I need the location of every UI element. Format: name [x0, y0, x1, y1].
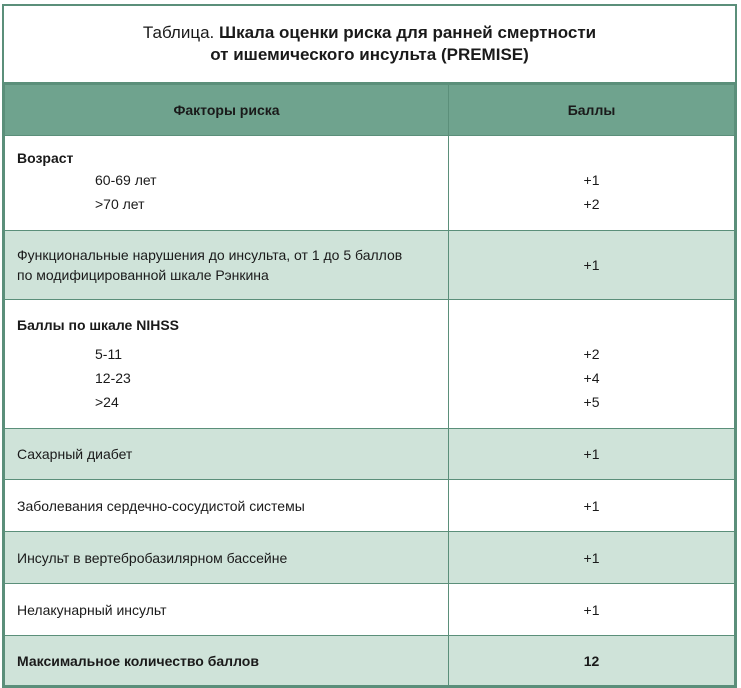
- diabetes-label: Сахарный диабет: [5, 429, 449, 480]
- diabetes-row: [5, 429, 735, 480]
- cardiovascular-label: Заболевания сердечно-сосудистой системы: [5, 480, 449, 532]
- risk-table: [4, 84, 735, 686]
- nonlacunar-points: +1: [449, 584, 735, 636]
- age-points-1: +1: [583, 172, 600, 188]
- nihss-points-cell: [449, 300, 735, 429]
- functional-line1: Функциональные нарушения до инсульта, от 1 до 5 баллов: [17, 247, 403, 263]
- functional-row: [5, 231, 735, 300]
- nonlacunar-row: [5, 584, 735, 636]
- table-caption: [4, 6, 735, 84]
- header-points: Баллы: [449, 85, 735, 136]
- nihss-item-1: 5-11: [95, 346, 122, 362]
- caption-title-line1: Шкала оценки риска для ранней смертности: [219, 23, 597, 42]
- nihss-row: [5, 300, 735, 429]
- vertebrobasilar-points: +1: [449, 532, 735, 584]
- header-row: [5, 85, 735, 136]
- nihss-factor-cell: [5, 300, 449, 429]
- vertebrobasilar-row: [5, 532, 735, 584]
- functional-points: +1: [449, 231, 735, 300]
- age-row: [5, 136, 735, 231]
- nonlacunar-label: Нелакунарный инсульт: [5, 584, 449, 636]
- nihss-points-1: +2: [583, 346, 600, 362]
- nihss-item-3: >24: [95, 394, 119, 410]
- premise-table-container: [2, 4, 737, 688]
- cardiovascular-row: [5, 480, 735, 532]
- total-label: Максимальное количество баллов: [5, 636, 449, 686]
- caption-prefix: Таблица.: [142, 23, 215, 42]
- functional-factor-cell: [5, 231, 449, 300]
- cardiovascular-points: +1: [449, 480, 735, 532]
- caption-title-line2: от ишемического инсульта (PREMISE): [210, 45, 529, 64]
- nihss-points-2: +4: [583, 370, 600, 386]
- age-label: Возраст: [17, 150, 74, 166]
- nihss-label: Баллы по шкале NIHSS: [17, 317, 180, 333]
- nihss-points-3: +5: [583, 394, 600, 410]
- functional-line2: по модифицированной шкале Рэнкина: [17, 267, 269, 283]
- age-item-2: >70 лет: [95, 196, 145, 212]
- diabetes-points: +1: [449, 429, 735, 480]
- age-item-1: 60-69 лет: [95, 172, 157, 188]
- age-points-cell: [449, 136, 735, 231]
- age-factor-cell: [5, 136, 449, 231]
- nihss-item-2: 12-23: [95, 370, 131, 386]
- header-factor: Факторы риска: [5, 85, 449, 136]
- age-points-2: +2: [583, 196, 600, 212]
- vertebrobasilar-label: Инсульт в вертебробазилярном бассейне: [5, 532, 449, 584]
- total-row: [5, 636, 735, 686]
- total-points: 12: [449, 636, 735, 686]
